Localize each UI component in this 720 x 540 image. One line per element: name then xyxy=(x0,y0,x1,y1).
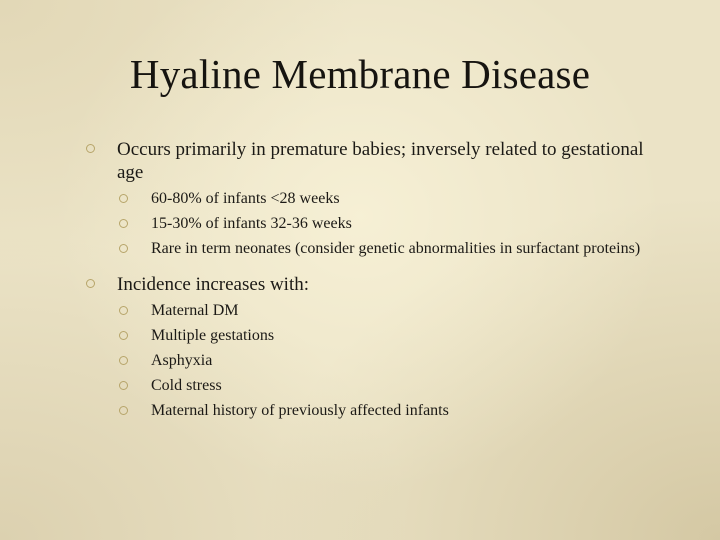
circle-bullet-icon xyxy=(119,244,128,253)
sub-bullet-item xyxy=(86,351,646,371)
circle-bullet-icon xyxy=(119,306,128,315)
sub-bullet-item xyxy=(86,189,646,209)
circle-bullet-icon xyxy=(86,144,95,153)
circle-bullet-icon xyxy=(119,331,128,340)
sub-bullet-list xyxy=(86,189,646,259)
circle-bullet-icon xyxy=(119,194,128,203)
bullet-section-2 xyxy=(86,273,646,421)
bullet-item xyxy=(86,273,646,296)
sub-bullet-text: 15-30% of infants 32-36 weeks xyxy=(151,215,352,232)
slide-body xyxy=(86,138,646,435)
sub-bullet-text: Asphyxia xyxy=(151,352,213,369)
sub-bullet-text: Rare in term neonates (consider genetic abnormalities in surfactant proteins) xyxy=(151,240,641,257)
circle-bullet-icon xyxy=(119,356,128,365)
circle-bullet-icon xyxy=(119,219,128,228)
bullet-text: Incidence increases with: xyxy=(117,274,310,295)
sub-bullet-item xyxy=(86,239,646,259)
sub-bullet-item xyxy=(86,301,646,321)
circle-bullet-icon xyxy=(119,406,128,415)
circle-bullet-icon xyxy=(119,381,128,390)
sub-bullet-text: Multiple gestations xyxy=(151,327,275,344)
bullet-item xyxy=(86,138,646,184)
sub-bullet-text: Maternal history of previously affected infants xyxy=(151,402,449,419)
sub-bullet-item xyxy=(86,401,646,421)
sub-bullet-list xyxy=(86,301,646,421)
sub-bullet-text: 60-80% of infants <28 weeks xyxy=(151,190,340,207)
sub-bullet-item xyxy=(86,326,646,346)
sub-bullet-item xyxy=(86,214,646,234)
bullet-section-1 xyxy=(86,138,646,259)
sub-bullet-text: Maternal DM xyxy=(151,302,239,319)
bullet-text: Occurs primarily in premature babies; inversely related to gestational age xyxy=(117,139,644,183)
sub-bullet-item xyxy=(86,376,646,396)
circle-bullet-icon xyxy=(86,279,95,288)
slide-title: Hyaline Membrane Disease xyxy=(129,51,591,97)
sub-bullet-text: Cold stress xyxy=(151,377,222,394)
